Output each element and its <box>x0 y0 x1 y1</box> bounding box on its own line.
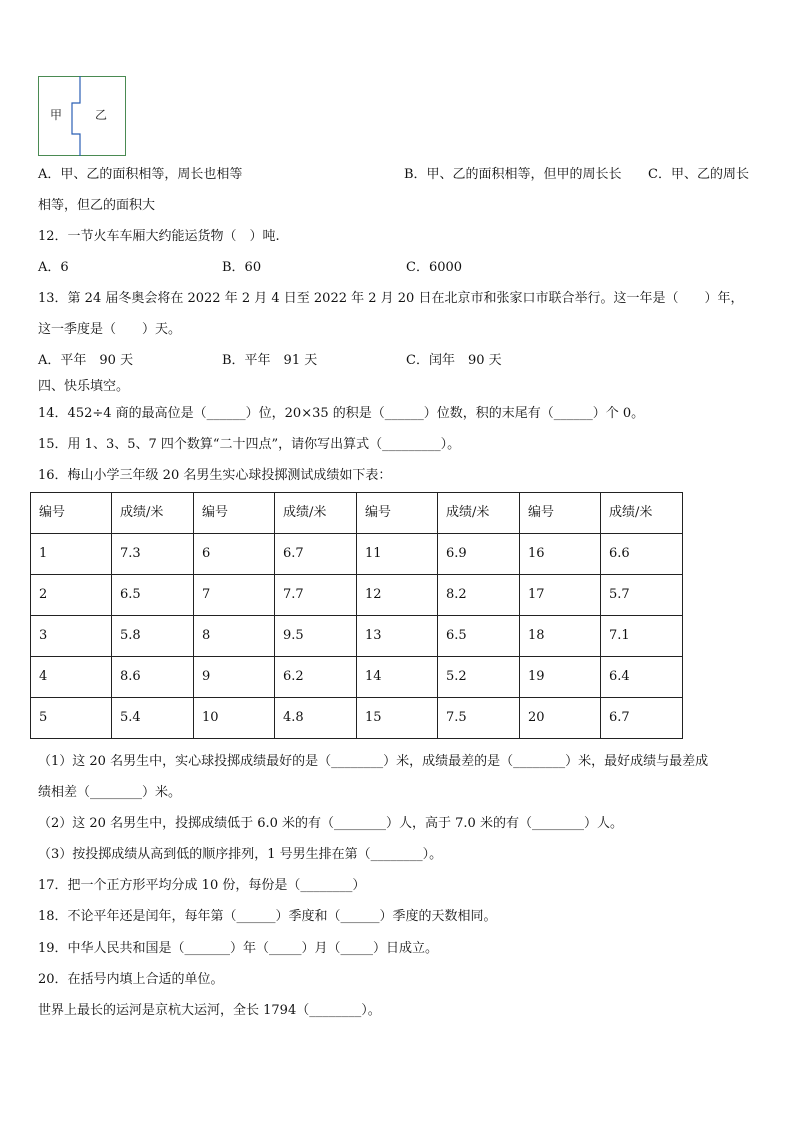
table-cell: 17 <box>520 575 601 616</box>
header-cell: 成绩/米 <box>438 493 520 534</box>
table-cell: 6.7 <box>601 698 683 739</box>
header-cell: 编号 <box>357 493 438 534</box>
table-row <box>31 575 683 616</box>
score-table <box>30 492 683 739</box>
table-cell: 15 <box>357 698 438 739</box>
q15: 15．用 1、3、5、7 四个数算“二十四点”，请你写出算式（_________）。 <box>38 437 461 452</box>
table-cell: 10 <box>194 698 275 739</box>
table-cell: 2 <box>31 575 112 616</box>
table-cell: 5.2 <box>438 657 520 698</box>
table-cell: 20 <box>520 698 601 739</box>
header-cell: 成绩/米 <box>275 493 357 534</box>
q13-option-a: A．平年 90 天 <box>38 353 134 368</box>
q19: 19．中华人民共和国是（_______）年（_____）月（_____）日成立。 <box>38 941 439 956</box>
q16-stem: 16．梅山小学三年级 20 名男生实心球投掷测试成绩如下表： <box>38 468 392 483</box>
q13-option-b: B．平年 91 天 <box>222 353 318 368</box>
q12-option-a: A．6 <box>38 260 69 275</box>
table-cell: 18 <box>520 616 601 657</box>
q20-stem: 20．在括号内填上合适的单位。 <box>38 972 224 987</box>
table-cell: 7.3 <box>112 534 194 575</box>
table-cell: 8 <box>194 616 275 657</box>
q16-sub2: （2）这 20 名男生中，投掷成绩低于 6.0 米的有（________）人，高于 7.0 米的有（________）人。 <box>38 816 623 831</box>
q12-option-b: B．60 <box>222 260 262 275</box>
table-cell: 5 <box>31 698 112 739</box>
table-cell: 6.5 <box>112 575 194 616</box>
header-cell: 编号 <box>31 493 112 534</box>
table-row <box>31 616 683 657</box>
q11-option-c-continued: 相等，但乙的面积大 <box>38 198 156 213</box>
table-cell: 7 <box>194 575 275 616</box>
header-cell: 成绩/米 <box>601 493 683 534</box>
table-cell: 6.9 <box>438 534 520 575</box>
table-row <box>31 698 683 739</box>
table-cell: 16 <box>520 534 601 575</box>
q11-option-a: A．甲、乙的面积相等，周长也相等 <box>38 167 243 182</box>
table-cell: 6.5 <box>438 616 520 657</box>
header-cell: 成绩/米 <box>112 493 194 534</box>
table-cell: 5.8 <box>112 616 194 657</box>
q16-sub3: （3）按投掷成绩从高到低的顺序排列，1 号男生排在第（________）。 <box>38 847 443 862</box>
region-yi-label: 乙 <box>95 108 108 122</box>
table-row <box>31 657 683 698</box>
cut-line <box>72 76 80 156</box>
q14: 14．452÷4 商的最高位是（______）位，20×35 的积是（______）位数，积的末尾有（______）个 0。 <box>38 406 645 421</box>
table-cell: 9.5 <box>275 616 357 657</box>
table-header-row <box>31 493 683 534</box>
table-cell: 5.4 <box>112 698 194 739</box>
table-row <box>31 534 683 575</box>
q12-option-c: C．6000 <box>406 260 463 275</box>
table-cell: 7.5 <box>438 698 520 739</box>
q12-stem: 12．一节火车车厢大约能运货物（ ）吨. <box>38 229 280 244</box>
table-cell: 6.4 <box>601 657 683 698</box>
table-cell: 7.1 <box>601 616 683 657</box>
table-cell: 1 <box>31 534 112 575</box>
table-cell: 6.7 <box>275 534 357 575</box>
header-cell: 编号 <box>520 493 601 534</box>
table-cell: 4 <box>31 657 112 698</box>
section-heading: 四、快乐填空。 <box>38 379 130 394</box>
table-cell: 9 <box>194 657 275 698</box>
region-jia-label: 甲 <box>50 108 63 122</box>
table-cell: 8.2 <box>438 575 520 616</box>
split-square-figure <box>38 76 126 156</box>
q18: 18．不论平年还是闰年，每年第（______）季度和（______）季度的天数相同。 <box>38 909 497 924</box>
q13-stem-line1: 13．第 24 届冬奥会将在 2022 年 2 月 4 日至 2022 年 2 月 20 日在北京市和张家口市联合举行。这一年是（ ）年， <box>38 291 744 306</box>
q13-stem-line2: 这一季度是（ ）天。 <box>38 322 182 337</box>
q17: 17．把一个正方形平均分成 10 份，每份是（________） <box>38 878 366 893</box>
table-cell: 11 <box>357 534 438 575</box>
table-cell: 19 <box>520 657 601 698</box>
table-cell: 3 <box>31 616 112 657</box>
table-cell: 6.2 <box>275 657 357 698</box>
table-cell: 14 <box>357 657 438 698</box>
table-cell: 13 <box>357 616 438 657</box>
q16-sub1-line1: （1）这 20 名男生中，实心球投掷成绩最好的是（________）米，成绩最差的是（________）米，最好成绩与最差成 <box>38 754 709 769</box>
table-cell: 4.8 <box>275 698 357 739</box>
table-cell: 5.7 <box>601 575 683 616</box>
q11-option-c: C．甲、乙的周长 <box>648 167 749 182</box>
shape-diagram <box>38 76 126 156</box>
q16-sub1-line2: 绩相差（________）米。 <box>38 785 182 800</box>
table-cell: 8.6 <box>112 657 194 698</box>
table-cell: 6 <box>194 534 275 575</box>
table-cell: 12 <box>357 575 438 616</box>
table-cell: 6.6 <box>601 534 683 575</box>
table-cell: 7.7 <box>275 575 357 616</box>
q11-option-b: B．甲、乙的面积相等，但甲的周长长 <box>404 167 622 182</box>
q20-sub: 世界上最长的运河是京杭大运河，全长 1794（________）。 <box>38 1003 381 1018</box>
q13-option-c: C．闰年 90 天 <box>406 353 502 368</box>
header-cell: 编号 <box>194 493 275 534</box>
